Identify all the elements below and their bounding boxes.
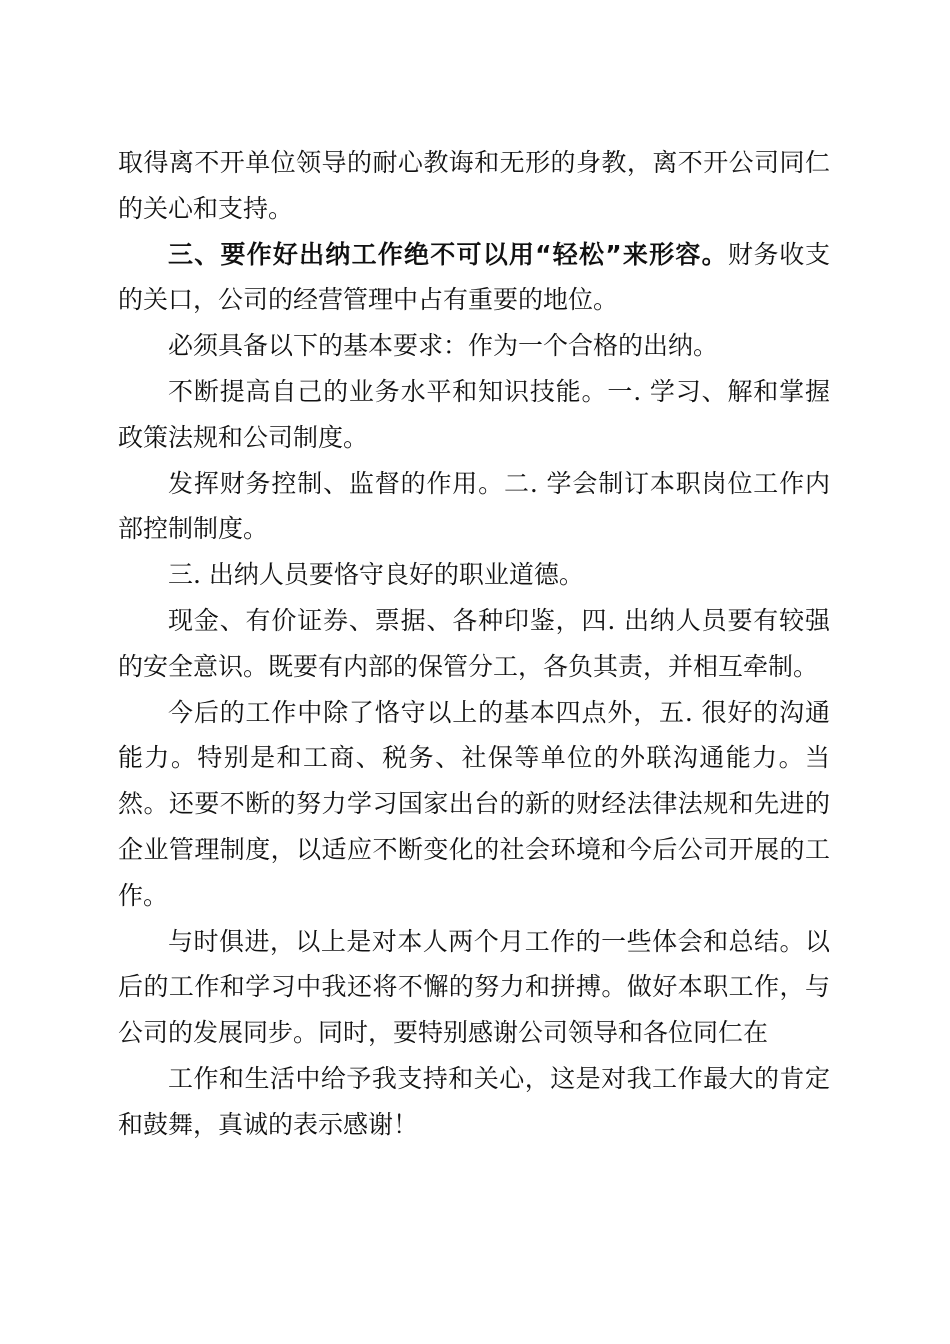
paragraph-2-text: 财务收支的关口，公司的经营管理中占有重要的地位。 — [118, 239, 830, 315]
paragraph-1: 取得离不开单位领导的耐心教诲和无形的身教，离不开公司同仁的关心和支持。 — [118, 148, 830, 223]
paragraph-10: 工作和生活中给予我支持和关心，这是对我工作最大的肯定和鼓舞，真诚的表示感谢！ — [118, 1063, 830, 1139]
paragraph-9: 与时俱进，以上是对本人两个月工作的一些体会和总结。以后的工作和学习中我还将不懈的努力和拼搏。做好本职工作，与公司的发展同步。同时，要特别感谢公司领导和各位同仁在 — [118, 926, 830, 1048]
paragraph-3: 必须具备以下的基本要求：作为一个合格的出纳。 — [168, 331, 719, 361]
paragraph-2 — [118, 232, 830, 324]
section-heading: 三、要作好出纳工作绝不可以用“轻松”来形容。 — [168, 239, 728, 269]
paragraph-5: 发挥财务控制、监督的作用。二. 学会制订本职岗位工作内部控制制度。 — [118, 468, 830, 544]
document-body — [118, 140, 830, 1148]
paragraph-4: 不断提高自己的业务水平和知识技能。一. 学习、解和掌握政策法规和公司制度。 — [118, 376, 830, 452]
paragraph-6: 三. 出纳人员要恪守良好的职业道德。 — [168, 560, 584, 590]
paragraph-8: 今后的工作中除了恪守以上的基本四点外，五. 很好的沟通能力。特别是和工商、税务、社保等单位的外联沟通能力。当然。还要不断的努力学习国家出台的新的财经法律法规和先进的企业管理制度，以适应不断变化的社会环境和今后公司开展的工作。 — [118, 697, 830, 910]
paragraph-7: 现金、有价证券、票据、各种印鉴，四. 出纳人员要有较强的安全意识。既要有内部的保管分工，各负其责，并相互牵制。 — [118, 605, 830, 681]
